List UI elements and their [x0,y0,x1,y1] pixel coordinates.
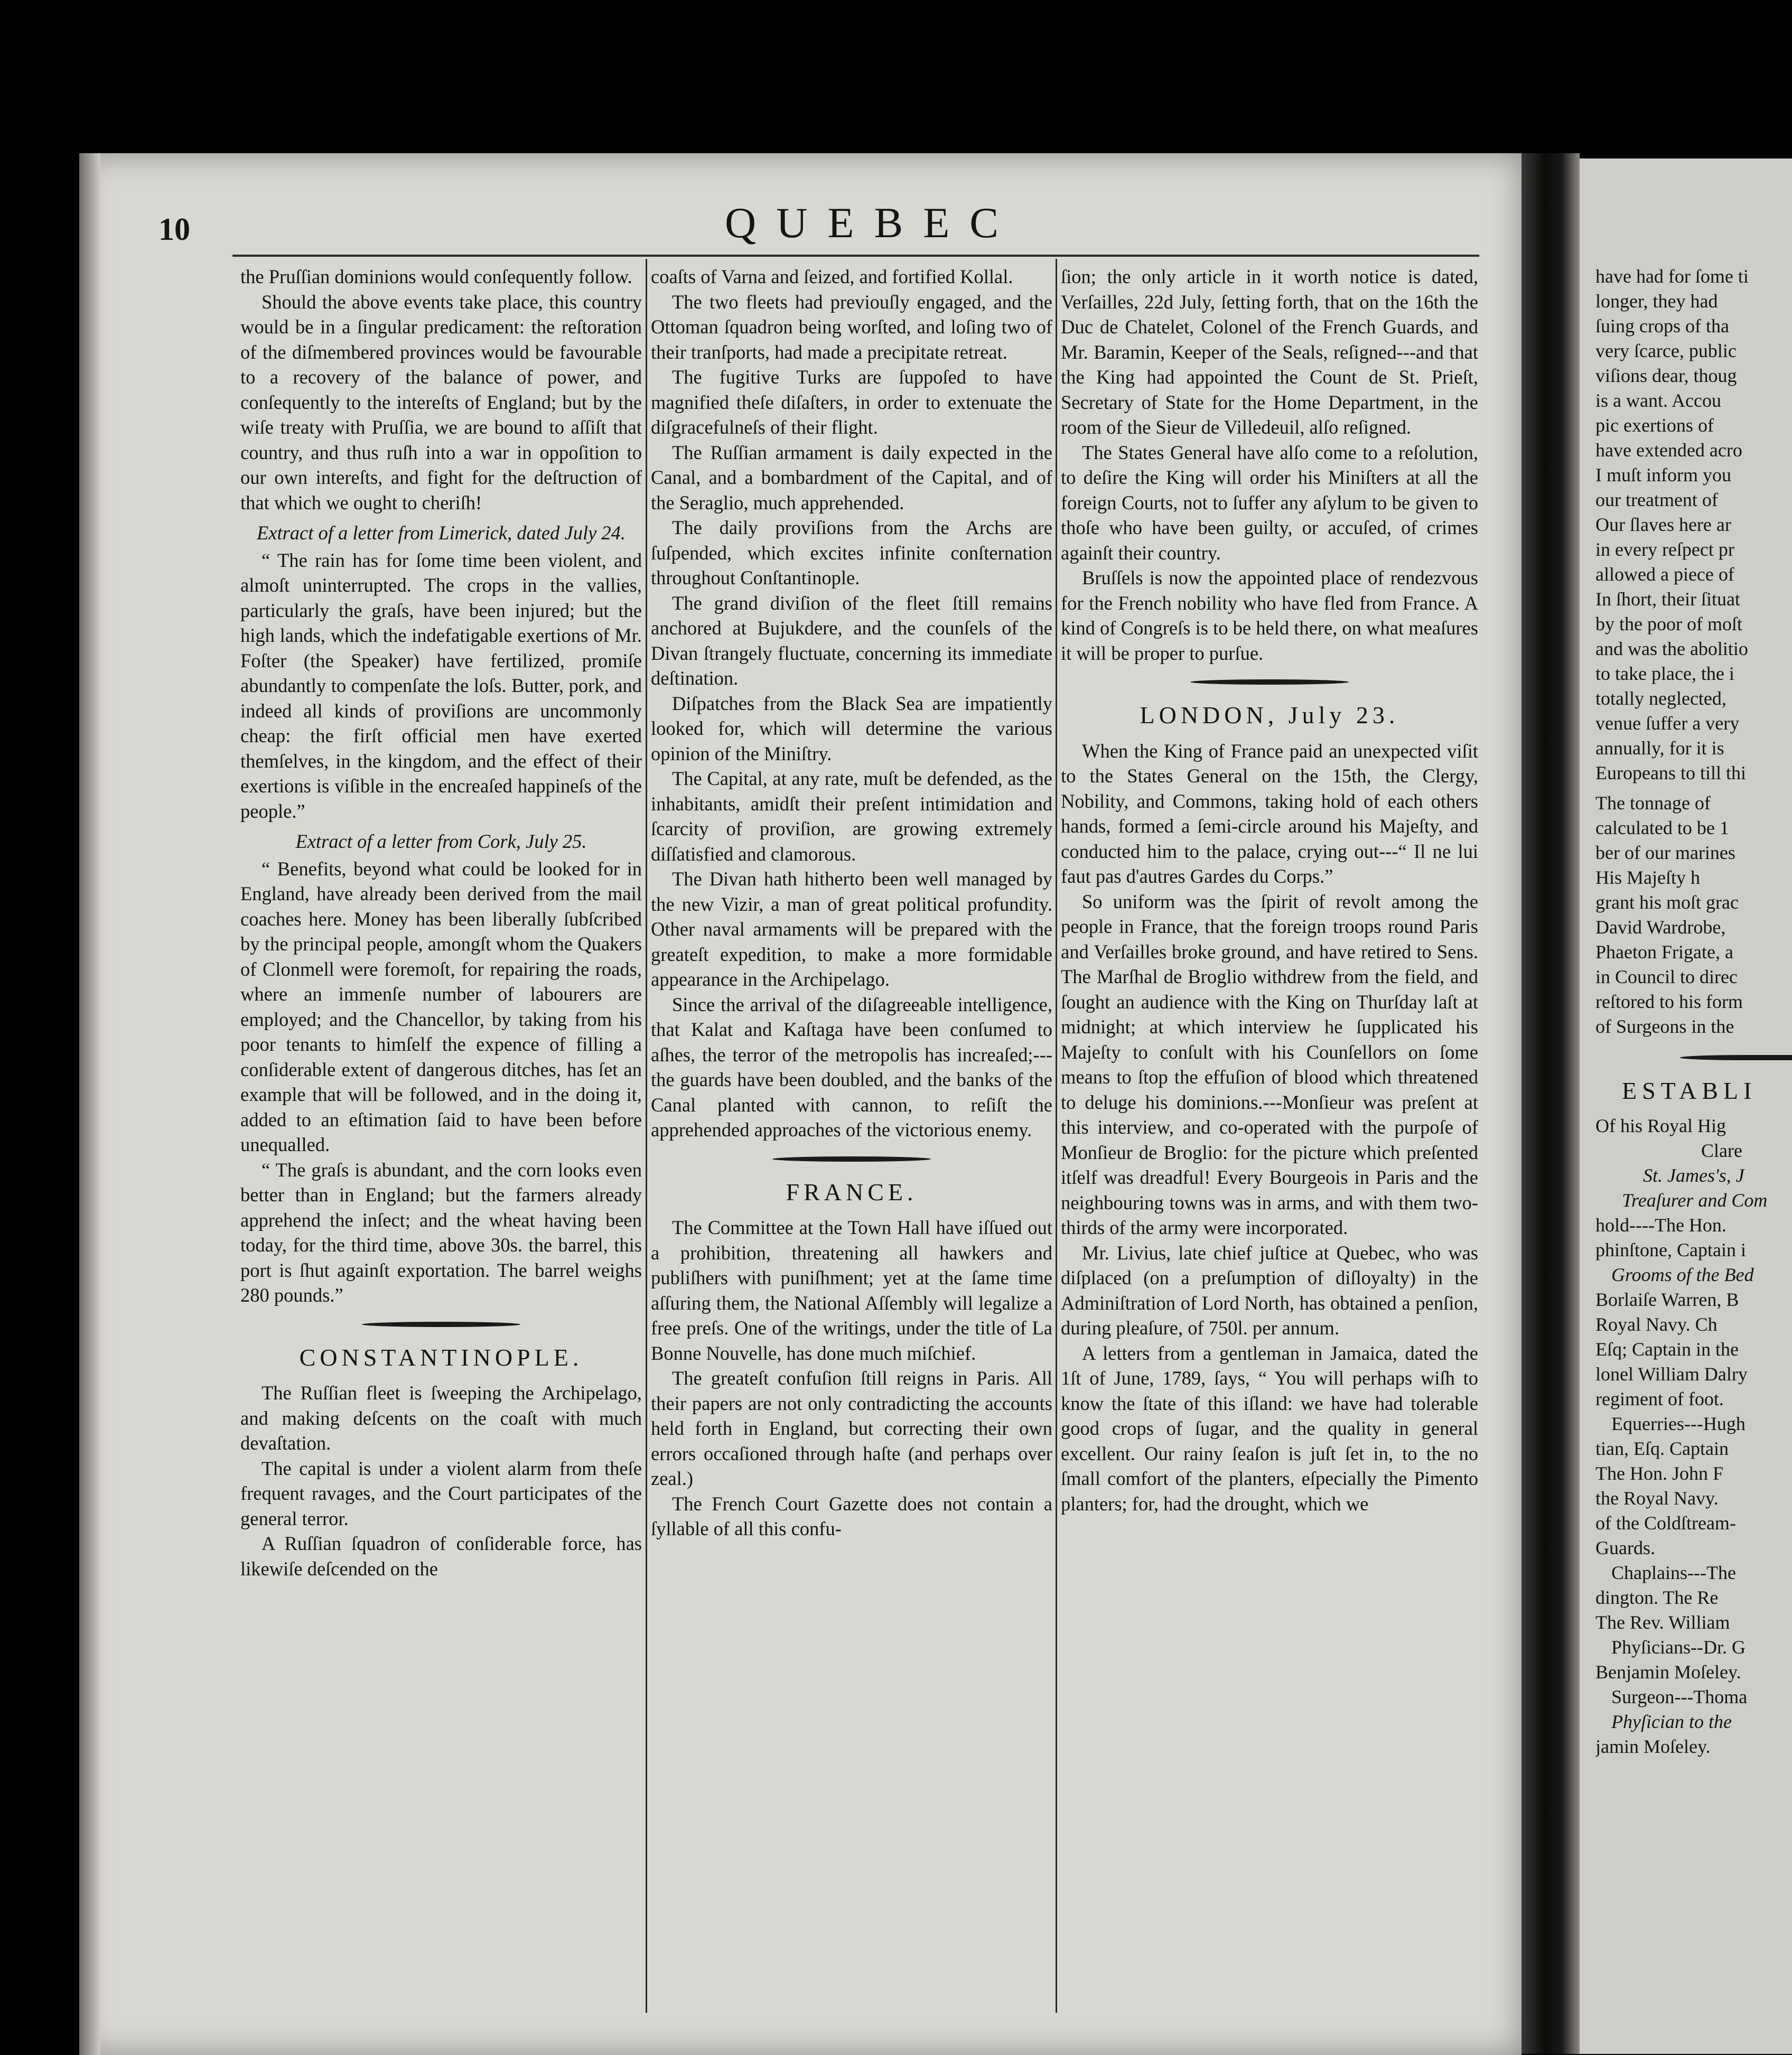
text-line: Chaplains---The [1611,1562,1736,1583]
text-line: annually, for it is [1595,737,1724,759]
text-line: Equerries---Hugh [1611,1413,1746,1434]
text-line: Borlaiſe Warren, B [1595,1289,1739,1310]
facing-text-block-2 [1595,791,1792,1039]
paragraph: “ The graſs is abundant, and the corn looks even better than in England; but the farmers already apprehend the inſect; and the wheat having been today, for the third time, above 30s. the barrel, this port is ſhut againſt exportation. The barrel weighs 280 pounds.” [240,1159,642,1306]
paragraph: Should the above events take place, this country would be in a ſingular predicament: the reſtoration of the diſmembered provinces would be favourable to a recovery of the balance of power, and conſequently to the intereſts of England; but by the wiſe treaty with Pruſſia, we are bound to aſſiſt that country, and thus ruſh into a war in oppoſition to our own intereſts, and fight for the deſtruction of that which we ought to cheriſh! [240,291,642,513]
page-edge-shadow [79,153,100,2055]
text-line: reſtored to his form [1595,991,1743,1012]
paragraph: When the King of France paid an unexpected viſit to the States General on the 15th, the Clergy, Nobility, and Commons, taking hold of each others hands, formed a ſemi-circle around his Majeſty, and conducted him to the palace, crying out---“ Il ne lui faut pas d'autres Gardes du Corps.” [1061,740,1478,887]
text-line: regiment of foot. [1595,1388,1724,1409]
column-rule-2 [1056,259,1057,2013]
text-line: have had for ſome ti [1595,266,1749,287]
paragraph: A letters from a gentleman in Jamaica, dated the 1ſt of June, 1789, ſays, “ You will perhaps wiſh to know the ſtate of this iſland: we have had tolerable good crops of ſugar, and the quality in general excellent. Our rainy ſeaſon is juſt ſet in, to the no ſmall comfort of the planters, eſpecially the Pimento planters; for, had the drought, which we [1061,1342,1478,1515]
text-line: longer, they had [1595,291,1718,312]
text-line: allowed a piece of [1595,564,1734,585]
paragraph: The Divan hath hitherto been well managed by the new Vizir, a man of great political profundity. Other naval armaments will be prepared with the greateſt expedition, to make a more formidable appearance in the Archipelago. [651,868,1052,990]
text-line: of Surgeons in the [1595,1016,1734,1037]
paragraph: The Committee at the Town Hall have iſſued out a prohibition, threatening all hawkers and publiſhers with puniſhment; yet at the ſame time aſſuring them, the National Aſſembly will legalize a free preſs. One of the writings, under the title of La Bonne Nouvelle, has done much miſchief. [651,1217,1052,1364]
paragraph: The greateſt confuſion ſtill reigns in Paris. All their papers are not only contradicting the accounts held forth in England, but correcting their own errors occaſioned through haſte (and perhaps over zeal.) [651,1367,1052,1489]
masthead-title: QUEBEC [725,199,1019,247]
paragraph: Since the arrival of the diſagreeable intelligence, that Kalat and Kaſtaga have been conſumed to aſhes, the terror of the metropolis has increaſed;--- the guards have been doubled, and the banks of the Canal planted with cannon, to reſiſt the apprehended approaches of the victorious enemy. [651,993,1052,1141]
text-line: is a want. Accou [1595,390,1721,411]
text-line: viſions dear, thoug [1595,365,1737,386]
text-line: very ſcarce, public [1595,340,1737,361]
text-line: by the poor of moſt [1595,613,1742,634]
ornamental-divider [772,1156,931,1162]
page-number: 10 [158,212,190,247]
ornamental-divider [362,1322,520,1327]
text-line: totally neglected, [1595,688,1726,709]
text-line: Surgeon---Thoma [1611,1686,1748,1707]
text-line: In ſhort, their ſituat [1595,589,1740,610]
paragraph: The Ruſſian fleet is ſweeping the Archipelago, and making deſcents on the coaſt with much devaſtation. [240,1382,642,1454]
text-line: pic exertions of [1595,415,1714,436]
paragraph: Bruſſels is now the appointed place of rendezvous for the French nobility who have fled from France. A kind of Congreſs is to be held there, on what meaſures it will be proper to purſue. [1061,567,1478,664]
section-heading-france: FRANCE. [786,1178,918,1206]
text-line: ber of our marines [1595,842,1735,863]
text-line: Guards. [1595,1537,1655,1558]
column-3 [1061,264,1478,2018]
text-line: Europeans to till thi [1595,762,1746,783]
text-line: to take place, the i [1595,663,1734,684]
paragraph: The capital is under a violent alarm from theſe frequent ravages, and the Court participates of the general terror. [240,1457,642,1529]
paragraph: “ Benefits, beyond what could be looked for in England, have already been derived from the mail coaches here. Money has been liberally ſubſcribed by the principal people, amongſt whom the Quakers of Clonmell were foremoſt, for repairing the roads, where an immenſe number of labourers are employed; and the Chancellor, by taking from his poor tenants to himſelf the expence of filling a conſiderable extent of dangerous ditches, has ſet an example that will be followed, and in the doing it, added to an eſtimation ſaid to have been before unequalled. [240,857,642,1155]
paragraph: The grand diviſion of the fleet ſtill remains anchored at Bujukdere, and the counſels of the Divan ſtrangely fluctuate, concerning its immediate deſtination. [651,592,1052,689]
text-line: St. James's, J [1643,1165,1744,1186]
column-4-facing [1595,264,1792,2018]
text-line: hold----The Hon. [1595,1215,1726,1236]
text-line: jamin Moſeley. [1595,1736,1711,1757]
text-line: in every reſpect pr [1595,539,1734,560]
paragraph: “ The rain has for ſome time been violent, and almoſt uninterrupted. The crops in the vallies, particularly the graſs, have been injured; but the high lands, which the indefatigable exertions of Mr. Foſter (the Speaker) have fertilized, promiſe abundantly to compenſate the loſs. Butter, pork, and indeed all kinds of proviſions are uncommonly cheap: the firſt official men have exerted themſelves, in the kingdom, and the effect of their exertions is viſible in the encreaſed happineſs of the people.” [240,549,642,822]
book-gutter [1522,153,1580,2054]
paragraph: Diſpatches from the Black Sea are impatiently looked for, which will determine the various opinion of the Miniſtry. [651,692,1052,764]
text-line: grant his moſt grac [1595,892,1739,913]
text-line: our treatment of [1595,489,1718,510]
section-heading-establishment: ESTABLI [1622,1077,1757,1104]
text-line: The Hon. John F [1595,1463,1723,1484]
paragraph: The fugitive Turks are ſuppoſed to have magnified theſe diſaſters, in order to extenuate the diſgracefulneſs of their flight. [651,366,1052,438]
text-line: The Rev. William [1595,1612,1730,1633]
section-heading-constantinople: CONSTANTINOPLE. [299,1343,583,1371]
facing-text-block-1 [1595,264,1792,786]
text-line: Benjamin Moſeley. [1595,1661,1741,1683]
text-line: Royal Navy. Ch [1595,1314,1718,1335]
text-line: the Royal Navy. [1595,1488,1719,1509]
header-rule [232,255,1479,257]
text-line: tian, Eſq. Captain [1595,1438,1729,1459]
section-heading-cork: Extract of a letter from Cork, July 25. [295,830,587,852]
paragraph: Mr. Livius, late chief juſtice at Quebec, who was diſplaced (on a preſumption of diſloyalty) in the Adminiſtration of Lord North, has obtained a penſion, during pleaſure, of 750l. per annum. [1061,1241,1478,1339]
paragraph: The two fleets had previouſly engaged, and the Ottoman ſquadron being worſted, and loſing two of their tranſports, had made a precipitate retreat. [651,291,1052,363]
text-line: Of his Royal Hig [1595,1115,1726,1136]
paragraph: ſion; the only article in it worth notice is dated, Verſailles, 22d July, ſetting forth, that on the 16th the Duc de Chatelet, Colonel of the French Guards, and Mr. Baramin, Keeper of the Seals, reſigned---and that the King had appointed the Count de St. Prieſt, Secretary of State for the Home Department, in the room of the Sieur de Villedeuil, alſo reſigned. [1061,266,1478,438]
text-line: Clare [1701,1140,1742,1161]
column-rule-1 [646,259,647,2013]
ornamental-divider [1190,679,1349,685]
text-line: David Wardrobe, [1595,917,1726,938]
text-line: and was the abolitio [1595,638,1748,659]
column-1 [240,264,642,2018]
paragraph: The daily proviſions from the Archs are ſuſpended, which excites infinite conſternation throughout Conſtantinople. [651,517,1052,589]
text-line: calculated to be 1 [1595,817,1729,838]
paragraph: A Ruſſian ſquadron of conſiderable force, has likewiſe deſcended on the [240,1533,642,1580]
paragraph: the Pruſſian dominions would conſequently follow. [240,266,632,287]
paragraph: So uniform was the ſpirit of revolt among the people in France, that the foreign troops round Paris and Verſailles broke ground, and have retired to Sens. The Marſhal de Broglio withdrew from the field, and ſought an audience with the King on Thurſday laſt at midnight; at which interview he ſupplicated his Majeſty to conſult with his Counſellors on ſome means to ſtop the effuſion of blood which threatened to deluge his dominions.---Monſieur was preſent at this interview, and co-operated with the purpoſe of Monſieur de Broglio: for the picture which preſented itſelf was dreadful! Every Bourgeois in Paris and the neighbouring towns was in arms, and with them two-thirds of the army were incorporated. [1061,890,1478,1238]
text-line: His Majeſty h [1595,867,1700,888]
paragraph: The Ruſſian armament is daily expected in the Canal, and a bombardment of the Capital, and of the Seraglio, much apprehended. [651,441,1052,513]
text-line: dington. The Re [1595,1587,1719,1608]
section-heading-limerick: Extract of a letter from Limerick, dated July 24. [256,522,626,544]
text-line: Phyſician to the [1611,1711,1732,1732]
column-2 [651,264,1052,2018]
text-line: Phyſicians--Dr. G [1611,1637,1746,1658]
text-line: have extended acro [1595,440,1742,461]
text-line: I muſt inform you [1595,464,1731,485]
paragraph: The States General have alſo come to a reſolution, to deſire the King will order his Miniſters at all the foreign Courts, not to ſuffer any aſylum to be given to thoſe who have been guilty, or accuſed, of crimes againſt their country. [1061,441,1478,564]
text-line: ſuing crops of tha [1595,315,1729,337]
paragraph: The French Court Gazette does not contain a ſyllable of all this confu- [651,1492,1052,1539]
text-line: of the Coldſtream- [1595,1512,1736,1534]
paragraph: coaſts of Varna and ſeized, and fortified Kollal. [651,266,1013,287]
section-heading-london: LONDON, July 23. [1140,702,1399,728]
text-line: lonel William Dalry [1595,1363,1748,1385]
text-line: venue ſuffer a very [1595,713,1740,734]
text-line: Our ſlaves here ar [1595,514,1731,535]
text-line: phinſtone, Captain i [1595,1239,1746,1260]
text-line: Treaſurer and Com [1622,1190,1768,1211]
text-line: in Council to direc [1595,966,1738,987]
ornamental-divider [1680,1055,1792,1060]
paragraph: The Capital, at any rate, muſt be defended, as the inhabitants, amidſt their preſent intimidation and ſcarcity of proviſion, are growing extremely diſſatisfied and clamorous. [651,768,1052,865]
text-line: The tonnage of [1595,792,1711,814]
text-line: Eſq; Captain in the [1595,1339,1739,1360]
facing-text-block-3 [1595,1114,1792,1759]
text-line: Grooms of the Bed [1611,1264,1754,1285]
text-line: Phaeton Frigate, a [1595,941,1733,963]
